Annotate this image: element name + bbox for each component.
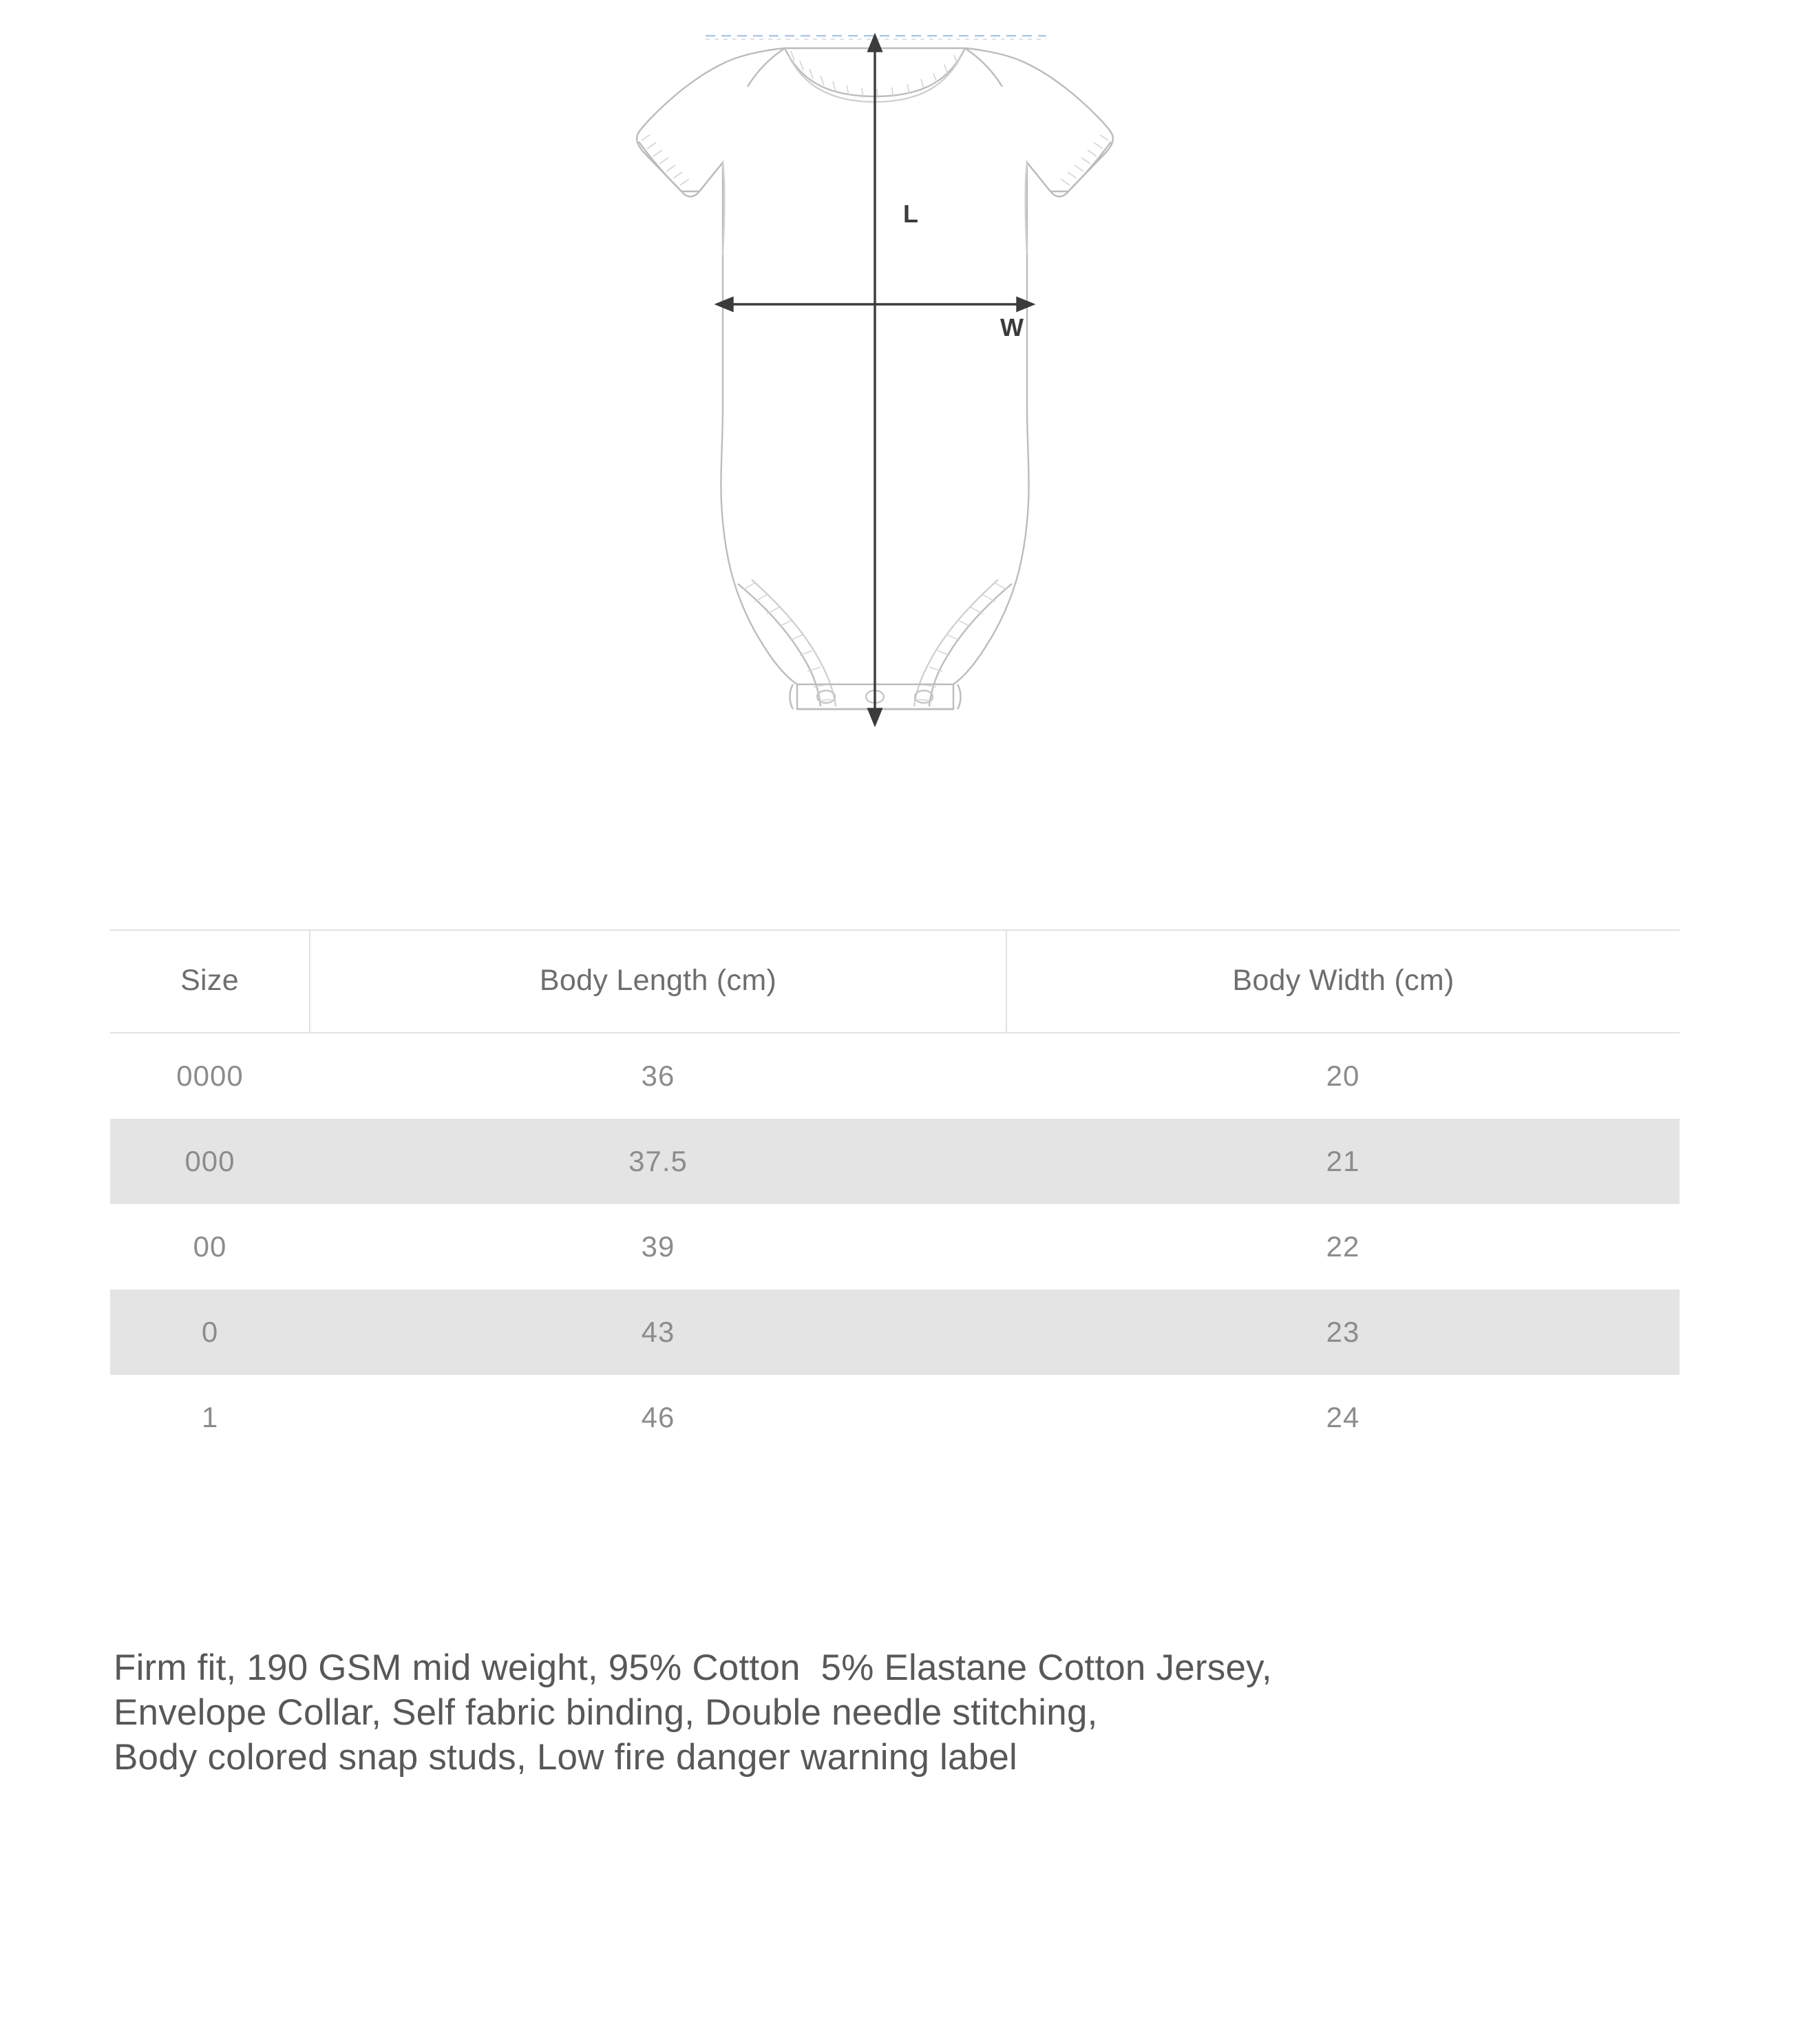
column-header-size: Size — [110, 930, 310, 1033]
table-row — [110, 1375, 1680, 1460]
cell-size: 00 — [193, 1230, 227, 1263]
cell-body-length: 36 — [641, 1060, 675, 1092]
description-line-3: Body colored snap studs, Low fire danger warning label — [114, 1737, 1018, 1778]
cell-body-width: 22 — [1326, 1230, 1360, 1263]
width-dimension-label: W — [1000, 313, 1024, 341]
cell-size: 1 — [201, 1401, 219, 1433]
table-row — [110, 1119, 1680, 1204]
cell-size: 000 — [110, 1119, 310, 1204]
cell-body-width: 21 — [1006, 1119, 1680, 1204]
cell-body-width: 24 — [1326, 1401, 1360, 1433]
description-line-2: Envelope Collar, Self fabric binding, Double needle stitching, — [114, 1692, 1098, 1734]
size-table-container — [110, 929, 1680, 1460]
size-table-head — [110, 930, 1680, 1033]
table-row — [110, 1289, 1680, 1375]
size-table — [110, 929, 1680, 1460]
garment-diagram — [0, 0, 1820, 888]
column-header-body-length: Body Length (cm) — [310, 930, 1006, 1033]
cell-body-length: 39 — [641, 1230, 675, 1263]
column-header-body-width: Body Width (cm) — [1006, 930, 1680, 1033]
cell-size: 0000 — [176, 1060, 244, 1092]
cell-size: 0 — [110, 1289, 310, 1375]
length-dimension-label: L — [903, 200, 919, 228]
table-row — [110, 1033, 1680, 1119]
cell-body-length: 46 — [641, 1401, 675, 1433]
product-description — [114, 1645, 1717, 1780]
cell-body-width: 20 — [1326, 1060, 1360, 1092]
cell-body-length: 43 — [310, 1289, 1006, 1375]
description-line-1: Firm fit, 190 GSM mid weight, 95% Cotton 5% Elastane Cotton Jersey, — [114, 1647, 1272, 1688]
cell-body-length: 37.5 — [310, 1119, 1006, 1204]
table-row — [110, 1204, 1680, 1289]
cell-body-width: 23 — [1006, 1289, 1680, 1375]
bodysuit-outline-svg — [578, 21, 1170, 799]
table-header-row — [110, 930, 1680, 1033]
size-table-body — [110, 1033, 1680, 1460]
